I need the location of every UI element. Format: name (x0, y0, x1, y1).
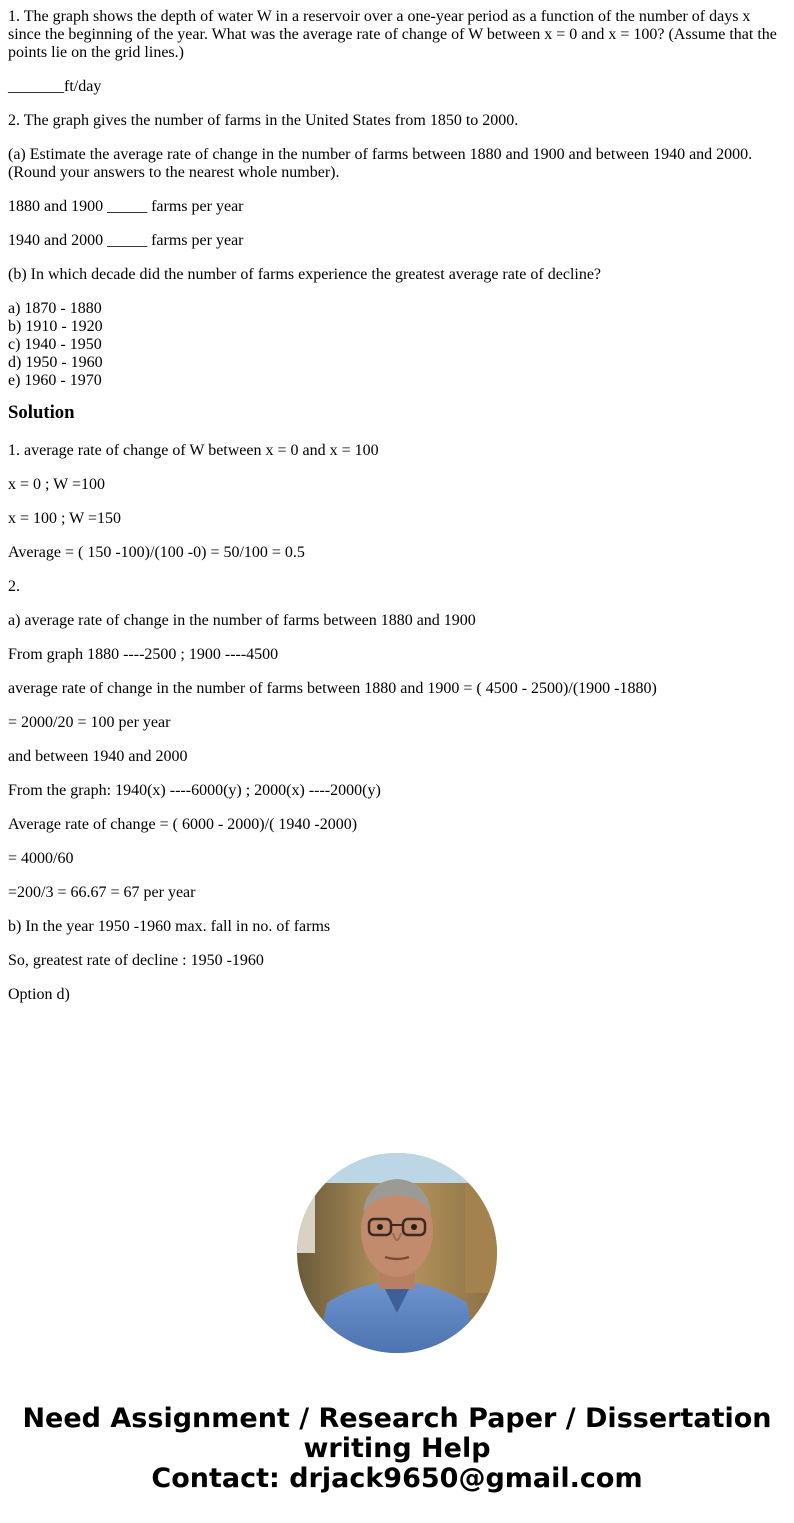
option-a: a) 1870 - 1880 (8, 300, 102, 317)
solution-line: Average rate of change = ( 6000 - 2000)/( 1940 -2000) (8, 816, 358, 833)
solution-line: = 2000/20 = 100 per year (8, 714, 171, 731)
answer-options (8, 300, 786, 390)
solution-line: From graph 1880 ----2500 ; 1900 ----4500 (8, 646, 279, 663)
option-e: e) 1960 - 1970 (8, 372, 102, 389)
promo-line-1: Need Assignment / Research Paper / Dissertation (22, 1403, 772, 1434)
author-portrait-icon (297, 1153, 497, 1353)
solution-line: =200/3 = 66.67 = 67 per year (8, 884, 196, 901)
solution-line: So, greatest rate of decline : 1950 -1960 (8, 952, 264, 969)
question-1-answer-line: _______ft/day (8, 78, 102, 95)
solution-line: = 4000/60 (8, 850, 74, 867)
document-body (8, 8, 786, 1020)
promo-contact: Contact: drjack9650@gmail.com (151, 1463, 643, 1494)
solution-line: 1. average rate of change of W between x = 0 and x = 100 (8, 442, 379, 459)
question-1-text: 1. The graph shows the depth of water W in a reservoir over a one-year period as a function of the number of days x since the beginning of the year. What was the average rate of change of W between x = 0 and x = 100? (Assume that the points lie on the grid lines.) (8, 8, 777, 61)
solution-line: Average = ( 150 -100)/(100 -0) = 50/100 = 0.5 (8, 544, 305, 561)
question-2a-text: (a) Estimate the average rate of change in the number of farms between 1880 and 1900 and between 1940 and 2000. (Round your answers to the nearest whole number). (8, 146, 753, 181)
question-2b-text: (b) In which decade did the number of farms experience the greatest average rate of decline? (8, 266, 602, 283)
solution-line: b) In the year 1950 -1960 max. fall in no. of farms (8, 918, 331, 935)
promo-banner (0, 1404, 794, 1494)
solution-line: From the graph: 1940(x) ----6000(y) ; 2000(x) ----2000(y) (8, 782, 381, 799)
option-b: b) 1910 - 1920 (8, 318, 103, 335)
solution-heading: Solution (8, 402, 75, 423)
solution-line: average rate of change in the number of farms between 1880 and 1900 = ( 4500 - 2500)/(1900 -1880) (8, 680, 657, 697)
solution-line: and between 1940 and 2000 (8, 748, 188, 765)
solution-line: x = 100 ; W =150 (8, 510, 122, 527)
solution-line: a) average rate of change in the number of farms between 1880 and 1900 (8, 612, 476, 629)
solution-line: Option d) (8, 986, 70, 1003)
option-c: c) 1940 - 1950 (8, 336, 102, 353)
author-photo (297, 1153, 497, 1353)
question-2a-line-1: 1880 and 1900 _____ farms per year (8, 198, 244, 215)
solution-line: x = 0 ; W =100 (8, 476, 106, 493)
question-2-text: 2. The graph gives the number of farms in the United States from 1850 to 2000. (8, 112, 519, 129)
option-d: d) 1950 - 1960 (8, 354, 103, 371)
promo-line-2: writing Help (303, 1433, 491, 1464)
question-2a-line-2: 1940 and 2000 _____ farms per year (8, 232, 244, 249)
solution-line: 2. (8, 578, 20, 595)
